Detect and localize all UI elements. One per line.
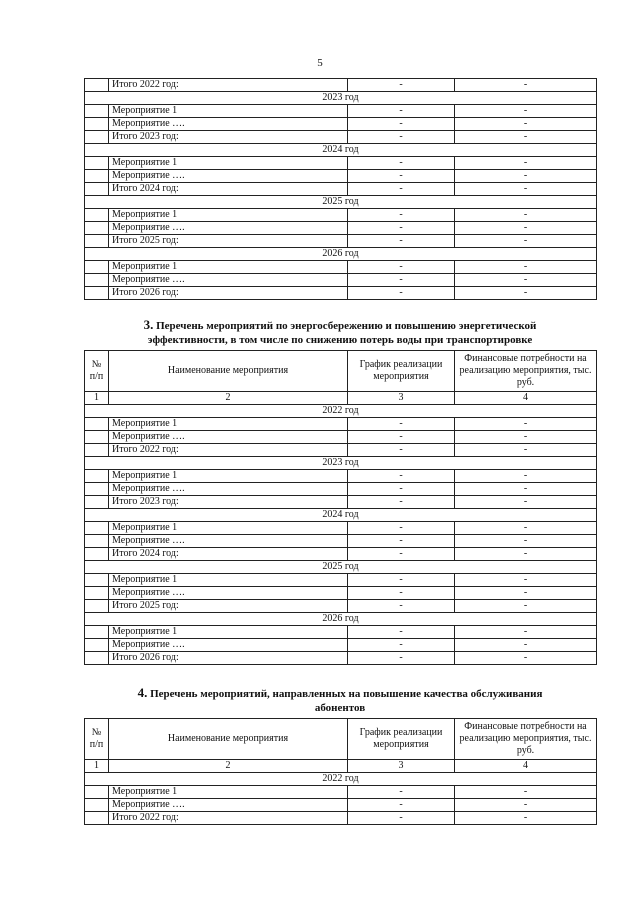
total-row (85, 444, 597, 457)
year-row (85, 248, 597, 261)
schedule-cell: - (348, 157, 455, 170)
row-number-cell (85, 418, 109, 431)
event-name: Мероприятие …. (109, 639, 348, 652)
schedule-cell: - (348, 79, 455, 92)
row-number-cell (85, 131, 109, 144)
row-number-cell (85, 157, 109, 170)
event-name: Мероприятие …. (109, 431, 348, 444)
table-row (85, 157, 597, 170)
schedule-cell: - (348, 235, 455, 248)
finance-cell: - (455, 444, 597, 457)
total-label: Итого 2026 год: (109, 287, 348, 300)
row-number-cell (85, 812, 109, 825)
col-index-2: 2 (109, 392, 348, 405)
col-index-4: 4 (455, 760, 597, 773)
table-row (85, 626, 597, 639)
finance-cell: - (455, 799, 597, 812)
year-row (85, 509, 597, 522)
table-row (85, 799, 597, 812)
event-name: Мероприятие 1 (109, 105, 348, 118)
finance-cell: - (455, 812, 597, 825)
service-quality-table (84, 718, 597, 825)
col-index-2: 2 (109, 760, 348, 773)
table-body (85, 79, 597, 300)
row-number-cell (85, 209, 109, 222)
finance-cell: - (455, 235, 597, 248)
schedule-cell: - (348, 786, 455, 799)
row-number-cell (85, 587, 109, 600)
total-label: Итого 2023 год: (109, 496, 348, 509)
table-row (85, 639, 597, 652)
column-number-row (85, 760, 597, 773)
schedule-cell: - (348, 522, 455, 535)
table-row (85, 483, 597, 496)
table-row (85, 261, 597, 274)
total-row (85, 287, 597, 300)
finance-cell: - (455, 574, 597, 587)
total-label: Итого 2025 год: (109, 600, 348, 613)
event-name: Мероприятие 1 (109, 786, 348, 799)
row-number-cell (85, 652, 109, 665)
row-number-cell (85, 600, 109, 613)
header-row (85, 719, 597, 760)
finance-cell: - (455, 548, 597, 561)
section-4-title (84, 686, 596, 715)
year-label: 2022 год (85, 405, 597, 418)
row-number-cell (85, 799, 109, 812)
column-number-row (85, 392, 597, 405)
total-label: Итого 2022 год: (109, 79, 348, 92)
schedule-cell: - (348, 170, 455, 183)
total-row (85, 600, 597, 613)
event-name: Мероприятие 1 (109, 157, 348, 170)
row-number-cell (85, 535, 109, 548)
finance-cell: - (455, 535, 597, 548)
schedule-cell: - (348, 812, 455, 825)
schedule-cell: - (348, 287, 455, 300)
row-number-cell (85, 183, 109, 196)
header-row (85, 351, 597, 392)
finance-cell: - (455, 600, 597, 613)
total-label: Итого 2022 год: (109, 444, 348, 457)
year-row (85, 144, 597, 157)
row-number-cell (85, 626, 109, 639)
total-label: Итого 2024 год: (109, 548, 348, 561)
year-row (85, 561, 597, 574)
schedule-cell: - (348, 431, 455, 444)
row-number-cell (85, 496, 109, 509)
schedule-cell: - (348, 652, 455, 665)
finance-cell: - (455, 170, 597, 183)
section-number: 4. (137, 685, 148, 700)
row-number-cell (85, 235, 109, 248)
finance-cell: - (455, 431, 597, 444)
schedule-cell: - (348, 587, 455, 600)
schedule-cell: - (348, 626, 455, 639)
col-number-header: № п/п (85, 351, 109, 392)
event-name: Мероприятие 1 (109, 209, 348, 222)
total-label: Итого 2025 год: (109, 235, 348, 248)
year-row (85, 457, 597, 470)
section-title-line2: абонентов (314, 702, 366, 714)
finance-cell: - (455, 131, 597, 144)
total-row (85, 131, 597, 144)
section-title-line1: Перечень мероприятий по энергосбережению и повышению энергетической (156, 320, 537, 332)
row-number-cell (85, 170, 109, 183)
event-name: Мероприятие 1 (109, 470, 348, 483)
schedule-cell: - (348, 105, 455, 118)
year-label: 2024 год (85, 144, 597, 157)
finance-cell: - (455, 639, 597, 652)
col-schedule-header: График реализации мероприятия (348, 351, 455, 392)
year-label: 2023 год (85, 457, 597, 470)
event-name: Мероприятие …. (109, 222, 348, 235)
table-row (85, 118, 597, 131)
year-label: 2026 год (85, 613, 597, 626)
finance-cell: - (455, 118, 597, 131)
row-number-cell (85, 786, 109, 799)
finance-cell: - (455, 418, 597, 431)
finance-cell: - (455, 626, 597, 639)
page-number: 5 (317, 57, 323, 69)
section-title-line2: эффективности, в том числе по снижению потерь воды при транспортировке (147, 334, 533, 346)
energy-saving-table (84, 350, 597, 665)
col-index-4: 4 (455, 392, 597, 405)
row-number-cell (85, 639, 109, 652)
year-label: 2022 год (85, 773, 597, 786)
total-row (85, 79, 597, 92)
year-label: 2025 год (85, 561, 597, 574)
year-row (85, 405, 597, 418)
schedule-cell: - (348, 444, 455, 457)
table-row (85, 431, 597, 444)
schedule-cell: - (348, 600, 455, 613)
total-row (85, 548, 597, 561)
year-row (85, 613, 597, 626)
schedule-cell: - (348, 496, 455, 509)
row-number-cell (85, 105, 109, 118)
col-index-1: 1 (85, 392, 109, 405)
row-number-cell (85, 470, 109, 483)
col-finance-header: Финансовые потребности на реализацию мероприятия, тыс. руб. (455, 351, 597, 392)
finance-cell: - (455, 786, 597, 799)
finance-cell: - (455, 483, 597, 496)
schedule-cell: - (348, 222, 455, 235)
schedule-cell: - (348, 548, 455, 561)
total-label: Итого 2022 год: (109, 812, 348, 825)
col-finance-header: Финансовые потребности на реализацию мероприятия, тыс. руб. (455, 719, 597, 760)
total-label: Итого 2024 год: (109, 183, 348, 196)
schedule-cell: - (348, 483, 455, 496)
row-number-cell (85, 274, 109, 287)
finance-cell: - (455, 496, 597, 509)
row-number-cell (85, 522, 109, 535)
finance-cell: - (455, 209, 597, 222)
year-label: 2026 год (85, 248, 597, 261)
table-row (85, 222, 597, 235)
event-name: Мероприятие 1 (109, 418, 348, 431)
table-row (85, 274, 597, 287)
finance-cell: - (455, 157, 597, 170)
year-row (85, 92, 597, 105)
col-number-header: № п/п (85, 719, 109, 760)
table-row (85, 786, 597, 799)
schedule-cell: - (348, 535, 455, 548)
finance-cell: - (455, 222, 597, 235)
event-name: Мероприятие 1 (109, 574, 348, 587)
schedule-cell: - (348, 470, 455, 483)
year-label: 2025 год (85, 196, 597, 209)
row-number-cell (85, 483, 109, 496)
row-number-cell (85, 287, 109, 300)
event-name: Мероприятие …. (109, 483, 348, 496)
row-number-cell (85, 79, 109, 92)
schedule-cell: - (348, 131, 455, 144)
col-schedule-header: График реализации мероприятия (348, 719, 455, 760)
finance-cell: - (455, 287, 597, 300)
col-index-3: 3 (348, 760, 455, 773)
table-row (85, 209, 597, 222)
events-table-continued (84, 78, 597, 300)
table-body (85, 405, 597, 665)
col-name-header: Наименование мероприятия (109, 351, 348, 392)
schedule-cell: - (348, 261, 455, 274)
event-name: Мероприятие …. (109, 535, 348, 548)
schedule-cell: - (348, 799, 455, 812)
finance-cell: - (455, 652, 597, 665)
total-row (85, 496, 597, 509)
total-label: Итого 2023 год: (109, 131, 348, 144)
total-row (85, 812, 597, 825)
schedule-cell: - (348, 274, 455, 287)
table-row (85, 105, 597, 118)
section-3-title (84, 318, 596, 347)
schedule-cell: - (348, 118, 455, 131)
year-label: 2024 год (85, 509, 597, 522)
section-number: 3. (143, 317, 154, 332)
year-label: 2023 год (85, 92, 597, 105)
total-row (85, 183, 597, 196)
event-name: Мероприятие …. (109, 118, 348, 131)
schedule-cell: - (348, 574, 455, 587)
row-number-cell (85, 444, 109, 457)
finance-cell: - (455, 105, 597, 118)
col-name-header: Наименование мероприятия (109, 719, 348, 760)
col-index-1: 1 (85, 760, 109, 773)
row-number-cell (85, 118, 109, 131)
event-name: Мероприятие …. (109, 274, 348, 287)
row-number-cell (85, 261, 109, 274)
event-name: Мероприятие 1 (109, 522, 348, 535)
row-number-cell (85, 431, 109, 444)
schedule-cell: - (348, 639, 455, 652)
event-name: Мероприятие …. (109, 587, 348, 600)
table-row (85, 535, 597, 548)
table-row (85, 522, 597, 535)
finance-cell: - (455, 79, 597, 92)
table-body (85, 773, 597, 825)
row-number-cell (85, 548, 109, 561)
finance-cell: - (455, 522, 597, 535)
table-row (85, 587, 597, 600)
year-row (85, 773, 597, 786)
schedule-cell: - (348, 209, 455, 222)
section-title-line1: Перечень мероприятий, направленных на повышение качества обслуживания (150, 688, 543, 700)
schedule-cell: - (348, 183, 455, 196)
event-name: Мероприятие …. (109, 799, 348, 812)
finance-cell: - (455, 274, 597, 287)
schedule-cell: - (348, 418, 455, 431)
row-number-cell (85, 574, 109, 587)
row-number-cell (85, 222, 109, 235)
finance-cell: - (455, 261, 597, 274)
finance-cell: - (455, 587, 597, 600)
event-name: Мероприятие …. (109, 170, 348, 183)
total-row (85, 235, 597, 248)
event-name: Мероприятие 1 (109, 261, 348, 274)
col-index-3: 3 (348, 392, 455, 405)
total-row (85, 652, 597, 665)
finance-cell: - (455, 470, 597, 483)
table-row (85, 170, 597, 183)
table-row (85, 470, 597, 483)
event-name: Мероприятие 1 (109, 626, 348, 639)
finance-cell: - (455, 183, 597, 196)
table-row (85, 418, 597, 431)
year-row (85, 196, 597, 209)
table-row (85, 574, 597, 587)
total-label: Итого 2026 год: (109, 652, 348, 665)
